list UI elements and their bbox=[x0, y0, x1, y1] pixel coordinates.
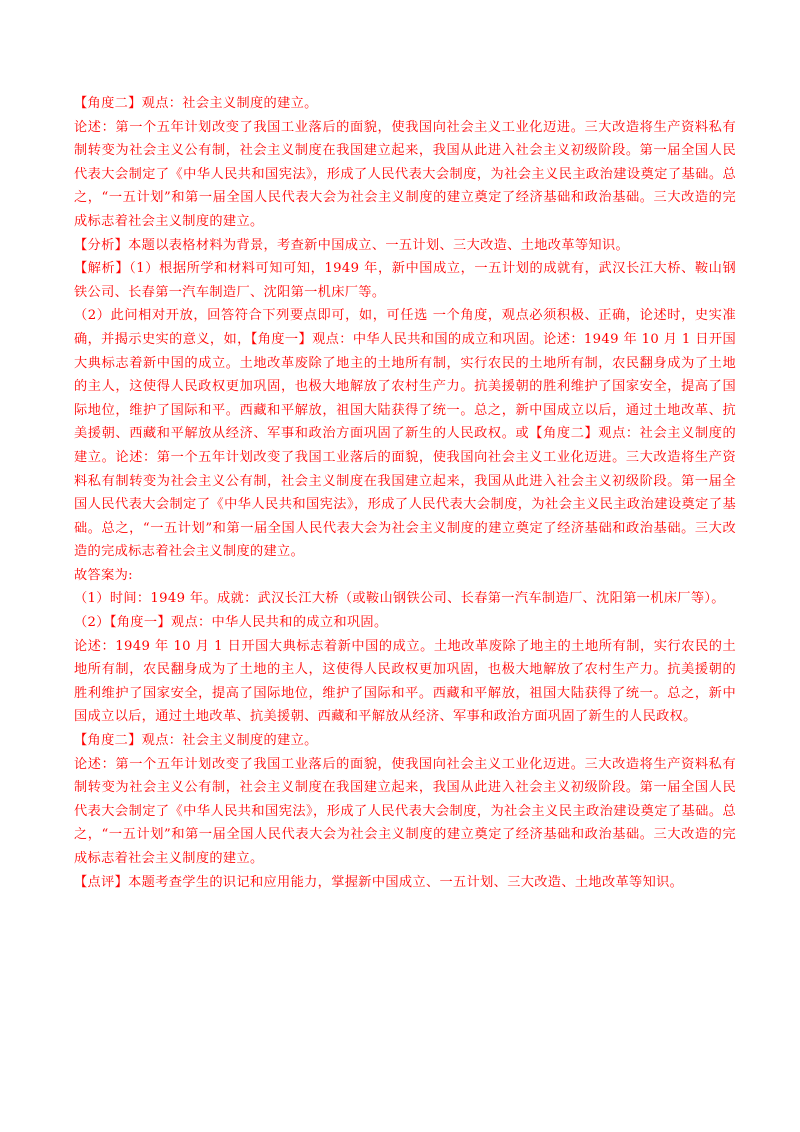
explanation-part-one: 【解析】（1）根据所学和材料可知可知，1949 年，新中国成立，一五计划的成就有，武汉长江大桥、鞍山钢铁公司、长春第一汽车制造厂、沈阳第一机床厂等。 bbox=[74, 261, 736, 300]
angle-two-discussion: 论述：第一个五年计划改变了我国工业落后的面貌，使我国向社会主义工业化迈进。三大改造将生产资料私有制转变为社会主义公有制，社会主义制度在我国建立起来，我国从此进入社会主义初级阶段。第一届全国人民代表大会制定了《中华人民共和国宪法》，形成了人民代表大会制度，为社会主义民主政治建设奠定了基础。总之，“一五计划”和第一届全国人民代表大会为社会主义制度的建立奠定了经济基础和政治基础。三大改造的完成标志着社会主义制度的建立。 bbox=[74, 119, 736, 229]
explanation-part-two: （2）此问相对开放，回答符合下列要点即可，如，可任选 一个角度，观点必须积极、正确，论述时，史实准确，并揭示史实的意义，如，【角度一】观点：中华人民共和国的成立和巩固。论述：1949 年 10 月 1 日开国大典标志着新中国的成立。土地改革废除了地主的土地所有制，实行农民的土地所有制，农民翻身成为了土地的主人，这使得人民政权更加巩固，也极大地解放了农村生产力。抗美援朝的胜利维护了国家安全，提高了国际地位，维护了国际和平。西藏和平解放，祖国大陆获得了统一。总之，新中国成立以后，通过土地改革、抗美援朝、西藏和平解放从经济、军事和政治方面巩固了新生的人民政权。或【角度二】观点：社会主义制度的建立。论述：第一个五年计划改变了我国工业落后的面貌，使我国向社会主义工业化迈进。三大改造将生产资料私有制转变为社会主义公有制，社会主义制度在我国建立起来，我国从此进入社会主义初级阶段。第一届全国人民代表大会制定了《中华人民共和国宪法》，形成了人民代表大会制度，为社会主义民主政治建设奠定了基础。总之，“一五计划”和第一届全国人民代表大会为社会主义制度的建立奠定了经济基础和政治基础。三大改造的完成标志着社会主义制度的建立。 bbox=[74, 308, 736, 560]
answer-angle-two-discussion: 论述：第一个五年计划改变了我国工业落后的面貌，使我国向社会主义工业化迈进。三大改造将生产资料私有制转变为社会主义公有制，社会主义制度在我国建立起来，我国从此进入社会主义初级阶段。第一届全国人民代表大会制定了《中华人民共和国宪法》，形成了人民代表大会制度，为社会主义民主政治建设奠定了基础。总之，“一五计划”和第一届全国人民代表大会为社会主义制度的建立奠定了经济基础和政治基础。三大改造的完成标志着社会主义制度的建立。 bbox=[74, 756, 736, 866]
answer-angle-two-heading: 【角度二】观点：社会主义制度的建立。 bbox=[74, 733, 318, 749]
answer-part-one: （1）时间：1949 年。成就：武汉长江大桥（或鞍山钢铁公司、长春第一汽车制造厂、沈阳第一机床厂等）。 bbox=[74, 591, 725, 607]
answer-angle-one-discussion: 论述：1949 年 10 月 1 日开国大典标志着新中国的成立。土地改革废除了地主的土地所有制，实行农民的土地所有制，农民翻身成为了土地的主人，这使得人民政权更加巩固，也极大地解放了农村生产力。抗美援朝的胜利维护了国家安全，提高了国际地位，维护了国际和平。西藏和平解放，祖国大陆获得了统一。总之，新中国成立以后，通过土地改革、抗美援朝、西藏和平解放从经济、军事和政治方面巩固了新生的人民政权。 bbox=[74, 638, 736, 725]
answer-angle-one-heading: （2）【角度一】观点：中华人民共和的成立和巩固。 bbox=[74, 615, 388, 631]
document-body bbox=[74, 92, 736, 894]
answer-heading: 故答案为: bbox=[74, 567, 133, 583]
analysis-paragraph: 【分析】本题以表格材料为背景，考查新中国成立、一五计划、三大改造、土地改革等知识。 bbox=[74, 237, 630, 253]
comment-paragraph: 【点评】本题考查学生的识记和应用能力，掌握新中国成立、一五计划、三大改造、土地改革等知识。 bbox=[74, 874, 684, 890]
angle-two-heading: 【角度二】观点：社会主义制度的建立。 bbox=[74, 96, 318, 111]
